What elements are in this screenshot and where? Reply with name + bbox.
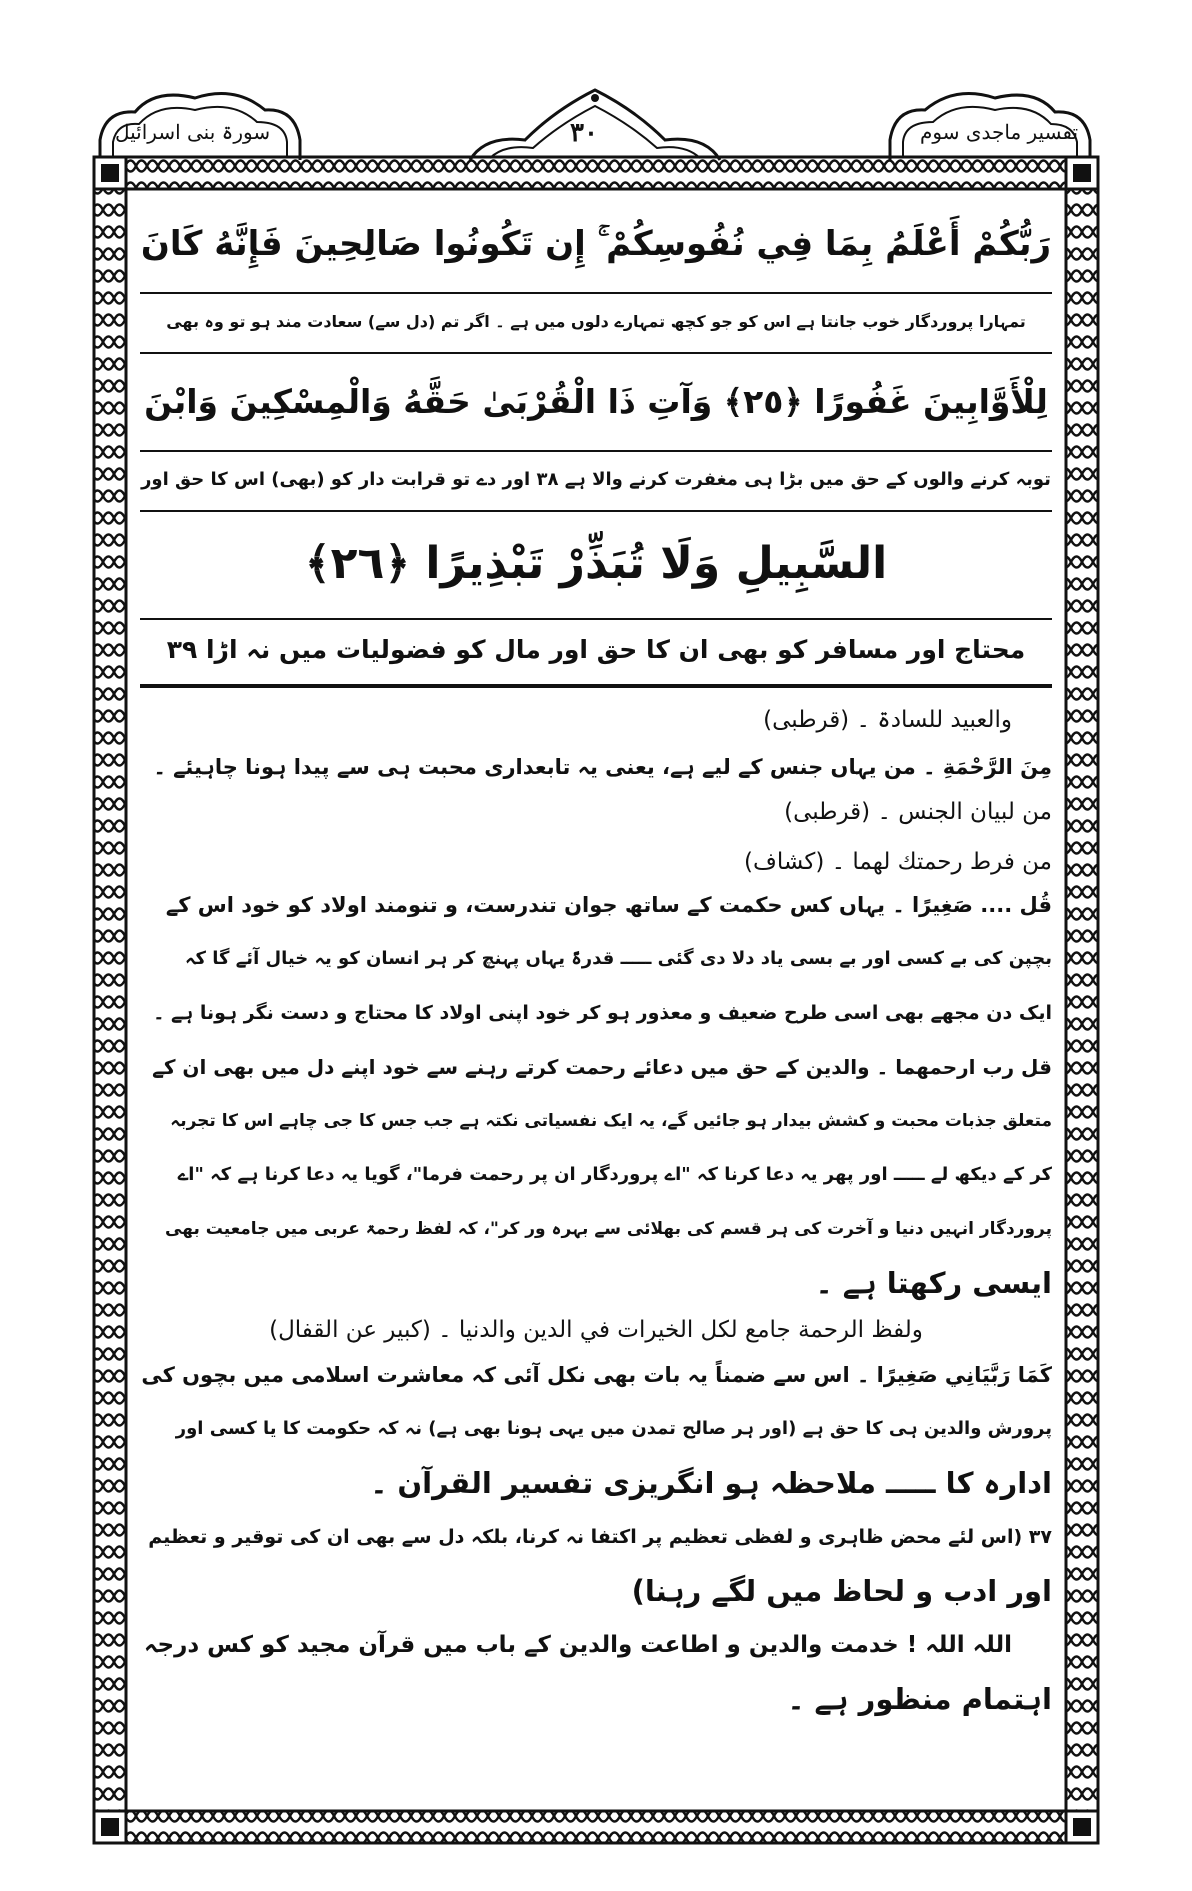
commentary-line: اور ادب و لحاظ میں لگے رہنا)	[631, 1574, 1052, 1608]
page-number: ۳۰	[570, 118, 598, 148]
divider	[140, 352, 1052, 354]
divider	[140, 618, 1052, 620]
commentary-line: مِنَ الرَّحْمَةِ ۔ من یہاں جنس کے لیے ہے، یعنی یہ تابعداری محبت ہی سے پیدا ہونا چاہیئے ۔	[153, 755, 1052, 779]
commentary-line: كَمَا رَبَّيَانِي صَغِيرًا ۔ اس سے ضمناً یہ بات بھی نکل آئی کہ معاشرت اسلامی میں بچوں کی	[141, 1363, 1052, 1387]
commentary-line: ادارہ کا ـــــ ملاحظہ ہو انگریزی تفسیر القرآن ۔	[370, 1466, 1052, 1500]
commentary-line: ۳۷ (اس لئے محض ظاہری و لفظی تعظیم پر اکتفا نہ کرنا، بلکہ دل سے بھی ان کی توقیر و تعظیم	[148, 1526, 1052, 1548]
commentary-line: قل رب ارحمهما ۔ والدین کے حق میں دعائے رحمت کرتے رہنے سے خود اپنے دل میں بھی ان کے	[152, 1055, 1052, 1079]
surah-name: سورۃ بنی اسرائیل	[115, 120, 271, 144]
commentary-line: من لبیان الجنس ۔ (قرطبی)	[784, 799, 1052, 825]
commentary-line: من فرط رحمتك لهما ۔ (کشاف)	[744, 849, 1052, 875]
commentary-line: بچپن کی بے کسی اور بے بسی یاد دلا دی گئی ـــــ قدرۃً یہاں پہنچ کر ہر انسان کو یہ خیال آئے گا کہ	[184, 948, 1052, 969]
commentary-line: والعبید للسادۃ ۔ (قرطبی)	[763, 707, 1012, 733]
book-title: تفسیر ماجدی سوم	[920, 120, 1079, 144]
verse-translation-1: تمہارا پروردگار خوب جانتا ہے اس کو جو کچھ تمہارے دلوں میں ہے ۔ اگر تم (دل سے) سعادت مند ہو تو وہ بھی	[166, 312, 1026, 331]
commentary-line: ایسی رکھتا ہے ۔	[815, 1266, 1052, 1300]
commentary-line: پرورش والدین ہی کا حق ہے (اور ہر صالح تمدن میں یہی ہونا بھی ہے) نہ کہ حکومت کا یا کسی اور	[175, 1418, 1052, 1439]
commentary-line: کر کے دیکھ لے ـــــ اور پھر یہ دعا کرنا کہ "اے پروردگار ان پر رحمت فرما"، گویا یہ دعا کرنا ہے کہ "اے	[177, 1164, 1052, 1185]
commentary-line: اہتمام منظور ہے ۔	[787, 1682, 1052, 1716]
verse-arabic-2: لِلْأَوَّابِينَ غَفُورًا ﴿٢٥﴾ وَآتِ ذَا الْقُرْبَىٰ حَقَّهُ وَالْمِسْكِينَ وَابْنَ	[144, 382, 1048, 421]
divider	[140, 450, 1052, 452]
commentary-line: ایک دن مجھے بھی اسی طرح ضعیف و معذور ہو کر خود اپنی اولاد کا محتاج و دست نگر ہونا ہے ۔	[153, 1002, 1052, 1024]
verse-translation-2: توبہ کرنے والوں کے حق میں بڑا ہی مغفرت کرنے والا ہے ۳۸ اور دے تو قرابت دار کو (بھی) اس کا حق اور	[141, 469, 1051, 490]
section-divider	[140, 684, 1052, 688]
commentary-line: متعلق جذبات محبت و کشش بیدار ہو جائیں گے، یہ ایک نفسیاتی نکتہ ہے جب جس کا جی چاہے اس کا تجربہ	[170, 1111, 1052, 1131]
divider	[140, 510, 1052, 512]
commentary-line: قُل .... صَغِيرًا ۔ یہاں کس حکمت کے ساتھ جوان تندرست، و تنومند اولاد کو خود اس کے	[165, 893, 1052, 917]
divider	[140, 292, 1052, 294]
verse-arabic-3: السَّبِيلِ وَلَا تُبَذِّرْ تَبْذِيرًا ﴿٢٦﴾	[304, 538, 888, 589]
commentary-line: پروردگار انہیں دنیا و آخرت کی ہر قسم کی بھلائی سے بہرہ ور کر"، کہ لفظ رحمۃ عربی میں جامعیت بھی	[165, 1219, 1052, 1239]
verse-arabic-1: رَبُّكُمْ أَعْلَمُ بِمَا فِي نُفُوسِكُمْ ۚ إِن تَكُونُوا صَالِحِينَ فَإِنَّهُ كَانَ	[140, 224, 1052, 264]
commentary-line: ولفظ الرحمة جامع لكل الخيرات في الدين والدنيا ۔ (کبیر عن القفال)	[269, 1317, 923, 1343]
commentary-line: اللہ اللہ ! خدمت والدین و اطاعت والدین کے باب میں قرآن مجید کو کس درجہ	[144, 1632, 1012, 1658]
verse-translation-3: محتاج اور مسافر کو بھی ان کا حق اور مال کو فضولیات میں نہ اڑا ۳۹	[166, 635, 1026, 664]
